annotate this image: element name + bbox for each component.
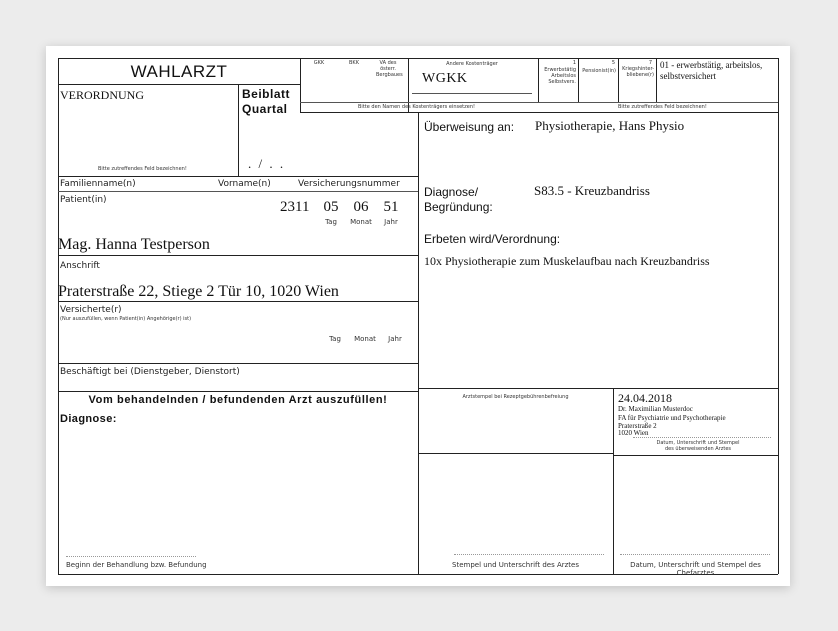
- border-left: [58, 58, 59, 574]
- beschaeftigt-label: Beschäftigt bei (Dienstgeber, Dienstort): [60, 367, 240, 377]
- line-sign-bottom: [613, 455, 778, 456]
- line-hints: [300, 102, 778, 103]
- arzt-section-title: Vom behandelnden / befundenden Arzt auszufüllen!: [88, 394, 388, 406]
- doctor-street: Praterstraße 2: [618, 422, 657, 430]
- line-patient: [58, 255, 418, 256]
- col5-number: 5: [611, 60, 615, 66]
- col1-label: Erwerbstätig Arbeitslos Selbstvers.: [544, 67, 576, 85]
- signature-caption-2: des überweisenden Arztes: [664, 446, 732, 452]
- birth-month[interactable]: 06: [353, 199, 369, 215]
- signature-line: [633, 437, 771, 438]
- divider-col1: [578, 58, 579, 102]
- line-versicherte: [58, 363, 418, 364]
- diagnose-label-2: Begründung:: [424, 200, 493, 214]
- ueberweisung-value[interactable]: Physiotherapie, Hans Physio: [535, 118, 685, 133]
- line-title: [58, 84, 300, 85]
- diagnose-label-1: Diagnose/: [424, 185, 479, 199]
- quartal-label: Quartal: [242, 102, 288, 116]
- vorname-label: Vorname(n): [218, 179, 271, 189]
- beiblatt-label: Beiblatt: [242, 87, 291, 101]
- divider-andere: [538, 58, 539, 102]
- verordnung-label: VERORDNUNG: [60, 88, 144, 102]
- line-names: [58, 191, 418, 192]
- hint-text: Bitte zutreffendes Feld bezeichnen!: [98, 166, 187, 172]
- erbeten-value[interactable]: 10x Physiotherapie zum Muskelaufbau nach Kreuzbandriss: [424, 254, 710, 268]
- doctor-city: 1020 Wien: [618, 429, 649, 437]
- col5-label: Pensionist(in): [582, 68, 616, 74]
- beginn-label: Beginn der Behandlung bzw. Befundung: [66, 561, 207, 569]
- divider-col7: [656, 58, 657, 102]
- divider-col5: [618, 58, 619, 102]
- svnr-value[interactable]: 2311: [280, 199, 310, 215]
- status-value[interactable]: 01 - erwerbstätig, arbeitslos, selbstversichert: [660, 60, 763, 81]
- stempel-label: Arztstempel bei Rezeptgebührenbefreiung: [462, 394, 569, 400]
- anschrift-label: Anschrift: [60, 261, 100, 271]
- stempel-sign-line: [454, 554, 604, 555]
- chef-sign-line: [620, 554, 770, 555]
- line-beschaeftigt: [58, 391, 418, 392]
- familienname-label: Familienname(n): [60, 179, 136, 189]
- erbeten-label: Erbeten wird/Verordnung:: [424, 232, 561, 246]
- ueberweisung-label: Überweisung an:: [424, 120, 515, 134]
- doctor-name: Dr. Maximilian Musterdoc: [618, 405, 693, 413]
- border-top: [58, 58, 778, 59]
- arzt-diagnose-label: Diagnose:: [60, 413, 117, 425]
- patient-label: Patient(in): [60, 195, 107, 205]
- birth-year[interactable]: 51: [383, 199, 399, 215]
- tag-label: Tag: [325, 218, 337, 226]
- gkk-label: GKK: [313, 60, 325, 66]
- name-hint: Bitte den Namen des Kostenträgers einsetzen!: [358, 104, 475, 110]
- va-label: VA des österr. Bergbaues: [376, 60, 403, 78]
- anschrift-value[interactable]: Praterstraße 22, Stiege 2 Tür 10, 1020 Wien: [58, 283, 339, 300]
- status-hint: Bitte zutreffendes Feld bezeichnen!: [618, 104, 707, 110]
- line-anschrift: [58, 301, 418, 302]
- versicherte-label: Versicherte(r): [60, 305, 122, 315]
- diagnose-value[interactable]: S83.5 - Kreuzbandriss: [534, 183, 650, 198]
- footer-stempel: Stempel und Unterschrift des Arztes: [452, 561, 579, 569]
- signature-date[interactable]: 24.04.2018: [618, 391, 672, 405]
- wahlarzt-form: [58, 58, 778, 577]
- v-monat-label: Monat: [354, 335, 376, 343]
- divider-sign: [613, 388, 614, 574]
- doctor-specialty: FA für Psychiatrie und Psychotherapie: [618, 414, 726, 422]
- svnr-label: Versicherungsnummer: [298, 179, 400, 189]
- divider-quartal: [238, 84, 239, 176]
- footer-chef: Datum, Unterschrift und Stempel des Chefarztes: [630, 561, 761, 577]
- beginn-line: [66, 556, 196, 557]
- patient-name[interactable]: Mag. Hanna Testperson: [58, 236, 210, 253]
- monat-label: Monat: [350, 218, 372, 226]
- form-title: WAHLARZT: [130, 62, 228, 81]
- border-right: [778, 58, 779, 574]
- birth-day[interactable]: 05: [323, 199, 339, 215]
- v-jahr-label: Jahr: [388, 335, 402, 343]
- andere-label: Andere Kostenträger: [446, 61, 498, 67]
- line-header: [300, 112, 778, 113]
- col1-number: 1: [572, 60, 576, 66]
- jahr-label: Jahr: [384, 218, 398, 226]
- divider-main: [418, 112, 419, 574]
- v-tag-label: Tag: [329, 335, 341, 343]
- line-verordnung: [58, 176, 418, 177]
- divider-title: [300, 58, 301, 112]
- quartal-field[interactable]: . / . .: [248, 156, 286, 171]
- col7-number: 7: [648, 60, 652, 66]
- versicherte-hint: (Nur auszufüllen, wenn Patient(in) Angehörige(r) ist): [60, 316, 192, 322]
- col7-label: Kriegshinter-bliebene(r): [622, 66, 654, 78]
- form-sheet: [46, 46, 790, 586]
- line-stamp-bottom: [418, 453, 613, 454]
- signature-caption-1: Datum, Unterschrift und Stempel: [656, 440, 740, 446]
- andere-value[interactable]: WGKK: [422, 71, 468, 86]
- line-stamp: [418, 388, 778, 389]
- andere-field-line: [412, 93, 532, 94]
- bkk-label: BKK: [349, 60, 359, 66]
